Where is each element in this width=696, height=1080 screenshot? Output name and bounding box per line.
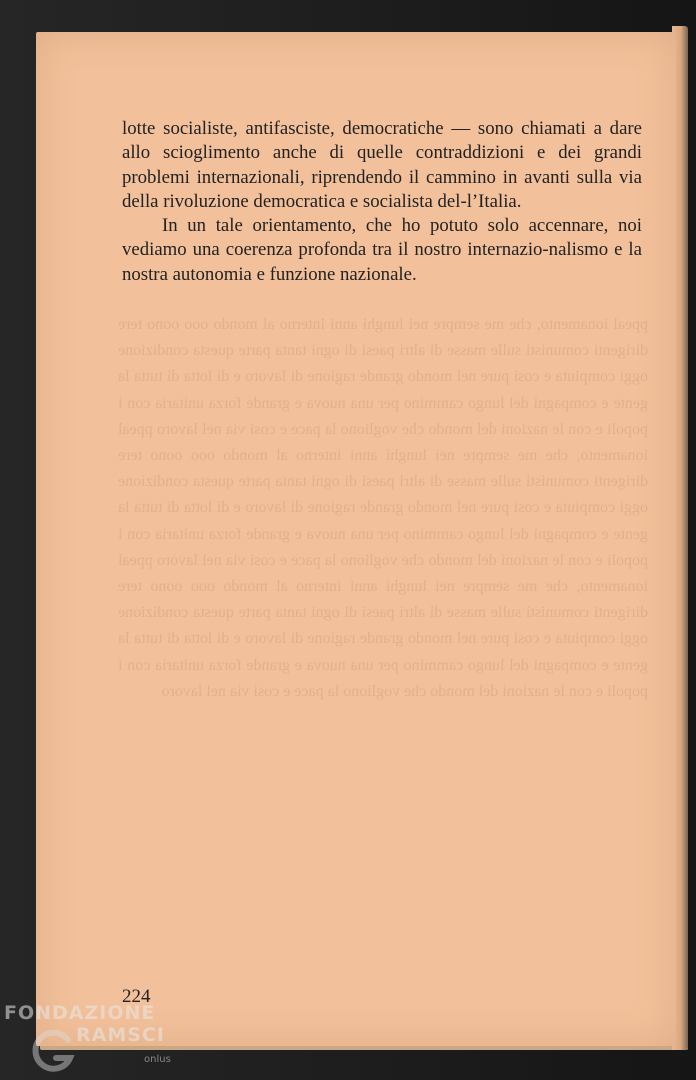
watermark-line2: RAMSCI [76,1024,165,1046]
watermark-logo [4,1002,204,1078]
gramsci-g-icon [28,1028,76,1076]
paragraph-2: In un tale orientamento, che ho potuto solo accennare, noi vediamo una coerenza profonda tra il nostro internazio-nalismo e la nostra autonomia e funzione nazionale. [122,215,642,285]
page-number: 224 [122,986,151,1007]
show-through-texture: ppeal ionamento, che me sempre nei lunghi anni interno al mondo ooo oono tere dirigenti comunisti sulle masse di altri paesi di ogni tanta parte questa condizione oggi compiuta e cosi pure nel mondo grande ragione di lavoro e di lotta di tutta la gente e compagni del lungo cammino per una nuova e grande forza unitaria con i popoli e con le nazioni del mondo che vogliono la pace e cosi via nel lavoro ppeal ionamento, che me sempre nei lunghi anni interno al mondo ooo oono tere dirigenti comunisti sulle masse di altri paesi di ogni tanta parte questa condizione oggi compiuta e cosi pure nel mondo grande ragione di lavoro e di lotta di tutta la gente e compagni del lungo cammino per una nuova e grande forza unitaria con i popoli e con le nazioni del mondo che vogliono la pace e cosi via nel lavoro ppeal ionamento, che me sempre nei lunghi anni interno al mondo ooo oono tere dirigenti comunisti sulle masse di altri paesi di ogni tanta parte questa condizione oggi compiuta e cosi pure nel mondo grande ragione di lavoro e di lotta di tutta la gente e compagni del lungo cammino per una nuova e grande forza unitaria con i popoli e con le nazioni del mondo che vogliono la pace e cosi via nel lavoro [118,316,648,700]
watermark-line1: FONDAZIONE [4,1002,156,1024]
watermark-onlus: onlus [144,1054,171,1065]
body-text [122,117,642,287]
paragraph-1: lotte socialiste, antifasciste, democratiche — sono chiamati a dare allo scioglimento anche di quelle contraddizioni e dei grandi problemi internazionali, riprendendo il cammino in avanti sulla via della rivoluzione democratica e socialista del-l’Italia. [122,118,642,212]
